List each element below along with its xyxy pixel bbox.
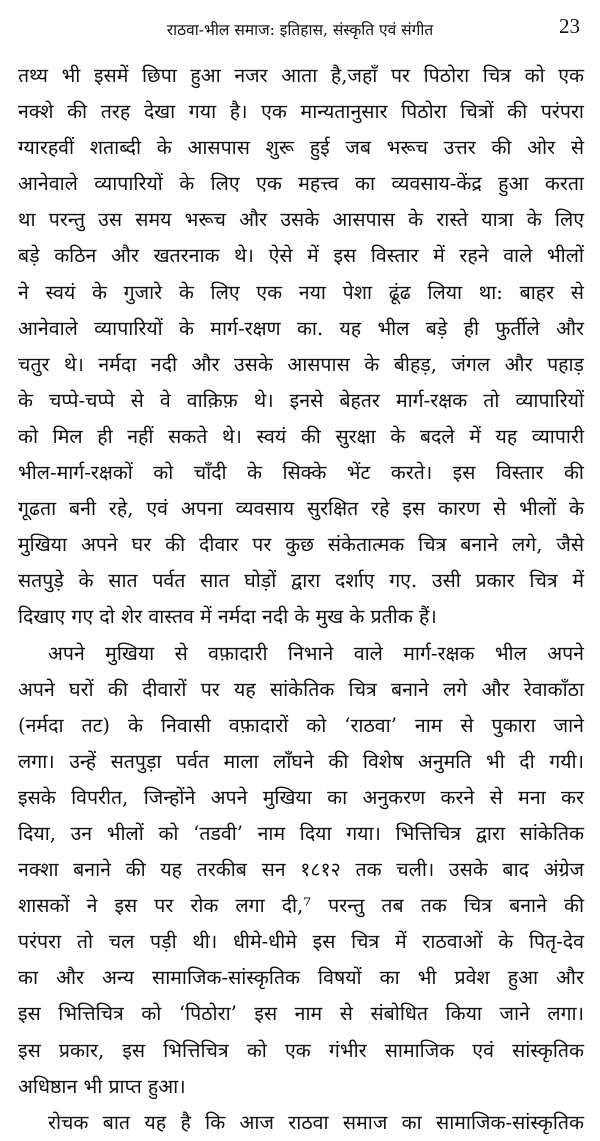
text-line: था परन्तु उस समय भरूच और उसके आसपास के रास्ते यात्रा के लिए <box>18 208 584 232</box>
text-line: इस प्रकार, इस भित्तिचित्र को एक गंभीर सामाजिक एवं सांस्कृतिक <box>18 1038 584 1062</box>
text-line: दिखाए गए दो शेर वास्तव में नर्मदा नदी के मुख के प्रतीक हैं। <box>18 605 437 629</box>
text-line: आनेवाले व्यापारियों के लिए एक महत्त्व का व्यवसाय-केंद्र हुआ करता <box>18 172 584 196</box>
text-line: गूढता बनी रहे, एवं अपना व्यवसाय सुरक्षित रहे इस कारण से भीलों के <box>18 497 584 521</box>
text-line: के चप्पे-चप्पे से वे वाक़िफ़ थे। इनसे बेहतर मार्ग-रक्षक तो व्यापारियों <box>18 388 584 412</box>
running-title: राठवा-भील समाज: इतिहास, संस्कृति एवं संगीत <box>166 21 434 39</box>
text-line: ने स्वयं के गुजारे के लिए एक नया पेशा ढूंढ लिया था: बाहर से <box>18 280 584 304</box>
text-line: चतुर थे। नर्मदा नदी और उसके आसपास के बीहड़, जंगल और पहाड़ <box>18 352 584 376</box>
text-line: लगा। उन्हें सतपुड़ा पर्वत माला लाँघने की विशेष अनुमति भी दी गयी। <box>18 749 584 773</box>
text-line: इसके विपरीत, जिन्होंने अपने मुखिया का अनुकरण करने से मना कर <box>18 785 584 809</box>
text-line: ग्यारहवीं शताब्दी के आसपास शुरू हुई जब भरूच उत्तर की ओर से <box>18 136 584 160</box>
paragraph <box>18 58 584 636</box>
text-line: सतपुड़े के सात पर्वत सात घोड़ों द्वारा दर्शाए गए. उसी प्रकार चित्र में <box>18 569 584 593</box>
body-text <box>18 58 584 1141</box>
page-number: 23 <box>559 14 580 38</box>
text-line: तथ्य भी इसमें छिपा हुआ नजर आता है,जहाँ पर पिठोरा चित्र को एक <box>18 64 584 87</box>
text-line: परंपरा तो चल पड़ी थी। धीमे-धीमे इस चित्र में राठवाओं के पितृ-देव <box>18 930 584 954</box>
text-line: भील-मार्ग-रक्षकों को चाँदी के सिक्के भेंट करते। इस विस्तार की <box>18 461 584 485</box>
text-line: अपने मुखिया से वफ़ादारी निभाने वाले मार्ग-रक्षक भील अपने <box>48 641 584 665</box>
text-line: दिया, उन भीलों को ‘तडवी’ नाम दिया गया। भित्तिचित्र द्वारा सांकेतिक <box>18 821 584 845</box>
paragraph <box>18 1105 584 1141</box>
text-line: शासकों ने इस पर रोक लगा दी,⁷ परन्तु तब तक चित्र बनाने की <box>18 894 584 918</box>
text-line: अपने घरों की दीवारों पर यह सांकेतिक चित्र बनाने लगे और रेवाकाँठा <box>18 677 584 701</box>
text-line: मुखिया अपने घर की दीवार पर कुछ संकेतात्मक चित्र बनाने लगे, जैसे <box>18 533 584 557</box>
paragraph <box>18 636 584 1105</box>
text-line: अधिष्ठान भी प्राप्त हुआ। <box>18 1074 186 1098</box>
text-line: नक्शे की तरह देखा गया है। एक मान्यतानुसार पिठोरा चित्रों की परंपरा <box>18 100 584 124</box>
text-line: आनेवाले व्यापारियों के मार्ग-रक्षण का. यह भील बड़े ही फुर्तीले और <box>18 316 584 340</box>
text-line: इस भित्तिचित्र को ‘पिठोरा’ इस नाम से संबोधित किया जाने लगा। <box>18 1002 584 1026</box>
text-line: (नर्मदा तट) के निवासी वफ़ादारों को ‘राठवा’ नाम से पुकारा जाने <box>18 713 584 737</box>
running-header <box>0 14 600 44</box>
text-line: नक्शा बनाने की यह तरकीब सन १८१२ तक चली। उसके बाद अंग्रेज <box>18 858 584 882</box>
text-line: बड़े कठिन और खतरनाक थे। ऐसे में इस विस्तार में रहने वाले भीलों <box>18 244 584 268</box>
text-line: रोचक बात यह है कि आज राठवा समाज का सामाजिक-सांस्कृतिक <box>48 1110 584 1134</box>
text-line: को मिल ही नहीं सकते थे। स्वयं की सुरक्षा के बदले में यह व्यापारी <box>18 424 584 448</box>
text-line: का और अन्य सामाजिक-सांस्कृतिक विषयों का भी प्रवेश हुआ और <box>18 966 584 990</box>
